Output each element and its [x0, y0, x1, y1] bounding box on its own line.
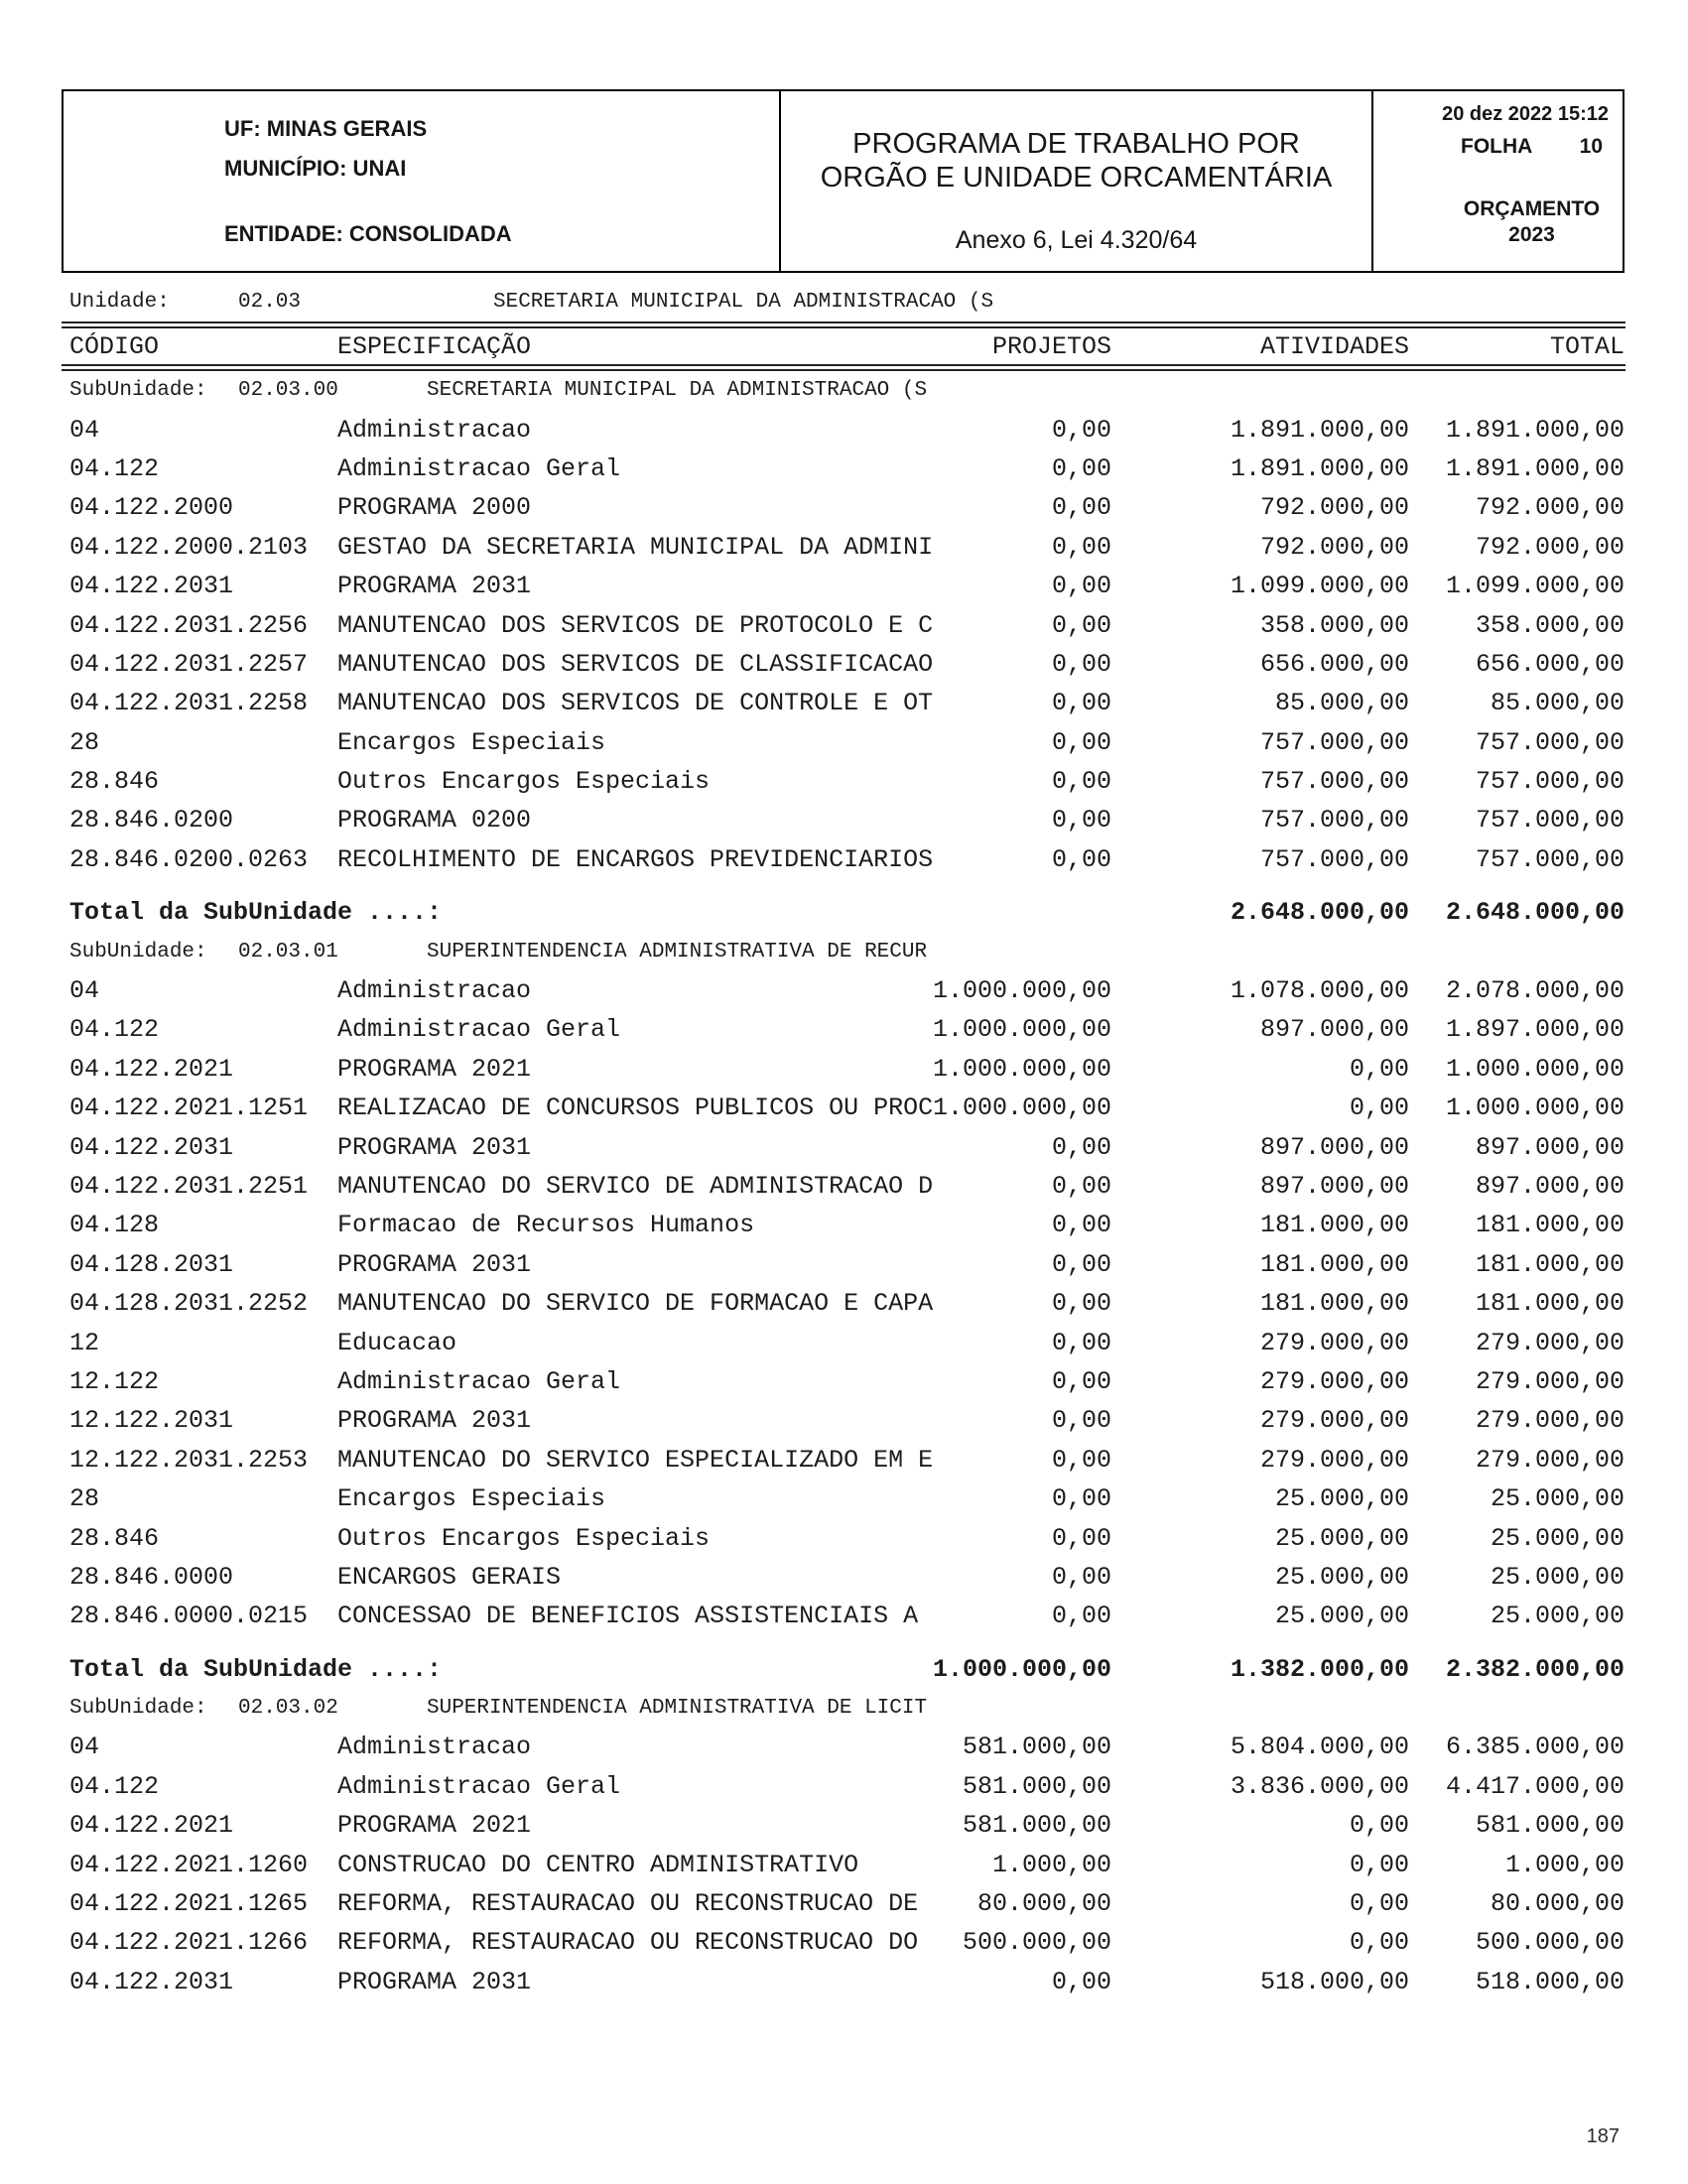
table-row [62, 723, 1625, 762]
cell-especificacao: REALIZACAO DE CONCURSOS PUBLICOS OU PROC [337, 1093, 934, 1123]
cell-projetos: 0,00 [1051, 1249, 1111, 1279]
cell-atividades: 25.000,00 [1274, 1484, 1409, 1514]
cell-projetos: 0,00 [1051, 649, 1111, 679]
cell-projetos: 1.000.000,00 [933, 1015, 1112, 1045]
subunit-rows [62, 1728, 1625, 2001]
cell-total: 792.000,00 [1475, 493, 1624, 523]
header-title-cell [781, 91, 1373, 271]
cell-atividades: 25.000,00 [1274, 1602, 1409, 1631]
cell-projetos: 0,00 [1051, 1289, 1111, 1319]
cell-total: 757.000,00 [1475, 806, 1624, 835]
report-header-box [62, 89, 1624, 273]
cell-codigo: 12 [69, 1328, 100, 1357]
cell-projetos: 0,00 [1051, 767, 1111, 797]
report-body [62, 282, 1625, 2001]
cell-especificacao: Outros Encargos Especiais [337, 1523, 711, 1553]
cell-atividades: 25.000,00 [1274, 1562, 1409, 1592]
table-row [62, 1441, 1625, 1479]
cell-codigo: 28.846.0000 [69, 1562, 234, 1592]
cell-total: 85.000,00 [1490, 689, 1624, 718]
subunit-name: SUPERINTENDENCIA ADMINISTRATIVA DE RECUR [427, 940, 928, 964]
cell-codigo: 04.122 [69, 1015, 160, 1045]
cell-atividades: 0,00 [1349, 1928, 1409, 1958]
subunit-label: SubUnidade: [69, 940, 207, 964]
cell-projetos: 0,00 [1051, 493, 1111, 523]
cell-especificacao: Encargos Especiais [337, 1484, 606, 1514]
cell-especificacao: Administracao [337, 415, 532, 445]
table-row [62, 1845, 1625, 1883]
total-total: 2.382.000,00 [1445, 1654, 1624, 1684]
cell-total: 581.000,00 [1475, 1811, 1624, 1841]
cell-projetos: 0,00 [1051, 1562, 1111, 1592]
cell-especificacao: CONSTRUCAO DO CENTRO ADMINISTRATIVO [337, 1850, 859, 1879]
table-row [62, 488, 1625, 527]
cell-especificacao: Outros Encargos Especiais [337, 767, 711, 797]
cell-total: 1.099.000,00 [1445, 572, 1624, 601]
cell-atividades: 897.000,00 [1259, 1172, 1409, 1201]
report-subtitle: Anexo 6, Lei 4.320/64 [955, 226, 1198, 254]
table-row [62, 1767, 1625, 1806]
cell-total: 25.000,00 [1490, 1484, 1624, 1514]
cell-codigo: 04.122.2031.2256 [69, 610, 309, 640]
cell-atividades: 792.000,00 [1259, 493, 1409, 523]
cell-especificacao: Administracao [337, 976, 532, 1006]
subunit-header-row [62, 371, 1625, 410]
cell-atividades: 897.000,00 [1259, 1132, 1409, 1162]
cell-total: 1.000.000,00 [1445, 1093, 1624, 1123]
cell-projetos: 0,00 [1051, 1445, 1111, 1475]
cell-atividades: 279.000,00 [1259, 1328, 1409, 1357]
table-row [62, 801, 1625, 839]
cell-projetos: 0,00 [1051, 689, 1111, 718]
cell-especificacao: MANUTENCAO DO SERVICO ESPECIALIZADO EM E [337, 1445, 934, 1475]
cell-codigo: 28.846.0000.0215 [69, 1602, 309, 1631]
subunit-total-row [62, 893, 1625, 932]
cell-codigo: 04.128.2031.2252 [69, 1289, 309, 1319]
cell-projetos: 0,00 [1051, 610, 1111, 640]
cell-codigo: 12.122.2031.2253 [69, 1445, 309, 1475]
uf-label: UF: MINAS GERAIS [224, 116, 428, 141]
cell-especificacao: REFORMA, RESTAURACAO OU RECONSTRUCAO DE [337, 1889, 919, 1919]
cell-especificacao: REFORMA, RESTAURACAO OU RECONSTRUCAO DO [337, 1928, 919, 1958]
cell-projetos: 0,00 [1051, 1132, 1111, 1162]
cell-codigo: 04.122 [69, 1771, 160, 1801]
column-header-codigo: CÓDIGO [69, 331, 160, 361]
cell-atividades: 757.000,00 [1259, 727, 1409, 757]
cell-total: 518.000,00 [1475, 1967, 1624, 1996]
cell-especificacao: Educacao [337, 1328, 457, 1357]
cell-projetos: 0,00 [1051, 572, 1111, 601]
column-header-projetos: PROJETOS [991, 331, 1111, 361]
table-row [62, 1806, 1625, 1845]
cell-codigo: 04 [69, 415, 100, 445]
cell-projetos: 1.000.000,00 [933, 1093, 1112, 1123]
cell-atividades: 0,00 [1349, 1850, 1409, 1879]
cell-codigo: 28.846 [69, 1523, 160, 1553]
cell-projetos: 0,00 [1051, 1602, 1111, 1631]
cell-total: 757.000,00 [1475, 727, 1624, 757]
subunit-section [62, 932, 1625, 1688]
cell-projetos: 0,00 [1051, 1484, 1111, 1514]
cell-atividades: 1.891.000,00 [1230, 415, 1409, 445]
table-row [62, 528, 1625, 567]
table-row [62, 762, 1625, 801]
cell-codigo: 04.122.2031 [69, 572, 234, 601]
total-atividades: 1.382.000,00 [1230, 1654, 1409, 1684]
cell-codigo: 04.122.2031.2257 [69, 649, 309, 679]
cell-total: 279.000,00 [1475, 1406, 1624, 1436]
cell-total: 1.891.000,00 [1445, 453, 1624, 483]
cell-atividades: 85.000,00 [1274, 689, 1409, 718]
cell-codigo: 04 [69, 1733, 100, 1762]
subunit-header-row [62, 1689, 1625, 1728]
report-title-line2: ORGÃO E UNIDADE ORCAMENTÁRIA [820, 162, 1333, 193]
table-row [62, 1479, 1625, 1518]
cell-projetos: 581.000,00 [962, 1733, 1111, 1762]
cell-codigo: 28.846.0200 [69, 806, 234, 835]
subunit-rows [62, 410, 1625, 932]
table-row [62, 1401, 1625, 1440]
cell-projetos: 0,00 [1051, 1328, 1111, 1357]
subunit-section [62, 371, 1625, 932]
cell-especificacao: PROGRAMA 2031 [337, 1406, 532, 1436]
cell-especificacao: PROGRAMA 2031 [337, 1132, 532, 1162]
cell-atividades: 518.000,00 [1259, 1967, 1409, 1996]
cell-total: 897.000,00 [1475, 1172, 1624, 1201]
total-projetos: 1.000.000,00 [933, 1654, 1112, 1684]
cell-codigo: 04.128.2031 [69, 1249, 234, 1279]
cell-especificacao: MANUTENCAO DOS SERVICOS DE CONTROLE E OT [337, 689, 934, 718]
subunit-total-label: Total da SubUnidade ....: [69, 898, 443, 928]
cell-codigo: 12.122.2031 [69, 1406, 234, 1436]
cell-especificacao: Administracao Geral [337, 1366, 621, 1396]
total-atividades: 2.648.000,00 [1230, 898, 1409, 928]
table-row [62, 1206, 1625, 1244]
table-row [62, 1089, 1625, 1127]
cell-atividades: 181.000,00 [1259, 1211, 1409, 1240]
cell-especificacao: PROGRAMA 2031 [337, 1967, 532, 1996]
column-header-total: TOTAL [1549, 331, 1624, 361]
unidade-label: Unidade: [69, 290, 170, 314]
cell-atividades: 897.000,00 [1259, 1015, 1409, 1045]
cell-total: 757.000,00 [1475, 844, 1624, 874]
cell-codigo: 04.122.2021.1265 [69, 1889, 309, 1919]
cell-codigo: 04.122.2031.2258 [69, 689, 309, 718]
cell-total: 1.000.000,00 [1445, 1054, 1624, 1084]
cell-codigo: 04.122 [69, 453, 160, 483]
cell-especificacao: MANUTENCAO DO SERVICO DE ADMINISTRACAO D [337, 1172, 934, 1201]
cell-codigo: 04.122.2031 [69, 1132, 234, 1162]
folha-value: 10 [1579, 135, 1603, 158]
table-row [62, 1167, 1625, 1206]
column-header-row [62, 328, 1625, 364]
folha-label: FOLHA [1461, 135, 1533, 158]
cell-total: 279.000,00 [1475, 1328, 1624, 1357]
cell-total: 279.000,00 [1475, 1366, 1624, 1396]
cell-total: 897.000,00 [1475, 1132, 1624, 1162]
cell-atividades: 5.804.000,00 [1230, 1733, 1409, 1762]
cell-codigo: 28 [69, 1484, 100, 1514]
cell-atividades: 0,00 [1349, 1811, 1409, 1841]
column-header-especificacao: ESPECIFICAÇÃO [337, 331, 532, 361]
cell-atividades: 1.078.000,00 [1230, 976, 1409, 1006]
cell-projetos: 581.000,00 [962, 1811, 1111, 1841]
table-row [62, 645, 1625, 684]
divider-top [62, 321, 1625, 328]
cell-projetos: 80.000,00 [976, 1889, 1111, 1919]
cell-especificacao: PROGRAMA 2000 [337, 493, 532, 523]
cell-codigo: 28.846.0200.0263 [69, 844, 309, 874]
subunit-header-row [62, 932, 1625, 970]
table-row [62, 1127, 1625, 1166]
orcamento-label: ORÇAMENTO [1463, 197, 1601, 220]
cell-projetos: 1.000.000,00 [933, 1054, 1112, 1084]
cell-total: 279.000,00 [1475, 1445, 1624, 1475]
cell-especificacao: ENCARGOS GERAIS [337, 1562, 562, 1592]
table-row [62, 840, 1625, 879]
cell-atividades: 181.000,00 [1259, 1289, 1409, 1319]
cell-total: 80.000,00 [1490, 1889, 1624, 1919]
municipio-label: MUNICÍPIO: UNAI [224, 156, 407, 181]
folha-row [1461, 135, 1603, 159]
cell-especificacao: Encargos Especiais [337, 727, 606, 757]
cell-projetos: 581.000,00 [962, 1771, 1111, 1801]
cell-projetos: 0,00 [1051, 806, 1111, 835]
cell-total: 757.000,00 [1475, 767, 1624, 797]
cell-especificacao: RECOLHIMENTO DE ENCARGOS PREVIDENCIARIOS [337, 844, 934, 874]
cell-total: 181.000,00 [1475, 1289, 1624, 1319]
cell-especificacao: GESTAO DA SECRETARIA MUNICIPAL DA ADMINI [337, 532, 934, 562]
table-row [62, 410, 1625, 449]
cell-especificacao: MANUTENCAO DOS SERVICOS DE PROTOCOLO E C [337, 610, 934, 640]
cell-especificacao: Administracao Geral [337, 453, 621, 483]
table-row [62, 567, 1625, 605]
unidade-row [62, 282, 1625, 321]
cell-total: 1.897.000,00 [1445, 1015, 1624, 1045]
cell-atividades: 757.000,00 [1259, 844, 1409, 874]
table-row [62, 1050, 1625, 1089]
cell-especificacao: PROGRAMA 2021 [337, 1054, 532, 1084]
cell-especificacao: MANUTENCAO DO SERVICO DE FORMACAO E CAPA [337, 1289, 934, 1319]
subunit-section [62, 1689, 1625, 2001]
cell-total: 656.000,00 [1475, 649, 1624, 679]
subunit-code: 02.03.00 [238, 379, 338, 403]
cell-total: 25.000,00 [1490, 1562, 1624, 1592]
cell-codigo: 04.122.2021 [69, 1054, 234, 1084]
cell-total: 181.000,00 [1475, 1249, 1624, 1279]
table-row [62, 1010, 1625, 1049]
cell-total: 1.891.000,00 [1445, 415, 1624, 445]
cell-especificacao: MANUTENCAO DOS SERVICOS DE CLASSIFICACAO [337, 649, 934, 679]
print-datetime: 20 dez 2022 15:12 [1442, 103, 1609, 125]
report-title-line1: PROGRAMA DE TRABALHO POR [852, 128, 1300, 160]
table-row [62, 1963, 1625, 2001]
cell-especificacao: PROGRAMA 2031 [337, 572, 532, 601]
table-row [62, 605, 1625, 644]
cell-total: 358.000,00 [1475, 610, 1624, 640]
cell-total: 25.000,00 [1490, 1602, 1624, 1631]
cell-total: 792.000,00 [1475, 532, 1624, 562]
cell-atividades: 1.099.000,00 [1230, 572, 1409, 601]
cell-atividades: 1.891.000,00 [1230, 453, 1409, 483]
cell-total: 181.000,00 [1475, 1211, 1624, 1240]
cell-atividades: 0,00 [1349, 1889, 1409, 1919]
cell-especificacao: PROGRAMA 0200 [337, 806, 532, 835]
cell-projetos: 1.000,00 [991, 1850, 1111, 1879]
table-row [62, 1284, 1625, 1323]
cell-projetos: 0,00 [1051, 1172, 1111, 1201]
cell-projetos: 0,00 [1051, 532, 1111, 562]
subunit-code: 02.03.02 [238, 1697, 338, 1721]
cell-projetos: 1.000.000,00 [933, 976, 1112, 1006]
column-header-atividades: ATIVIDADES [1259, 331, 1409, 361]
cell-codigo: 28.846 [69, 767, 160, 797]
divider-bottom [62, 364, 1625, 371]
cell-total: 2.078.000,00 [1445, 976, 1624, 1006]
cell-atividades: 181.000,00 [1259, 1249, 1409, 1279]
subunit-label: SubUnidade: [69, 379, 207, 403]
subunit-total-label: Total da SubUnidade ....: [69, 1654, 443, 1684]
cell-projetos: 500.000,00 [962, 1928, 1111, 1958]
cell-atividades: 0,00 [1349, 1054, 1409, 1084]
entidade-label: ENTIDADE: CONSOLIDADA [224, 221, 512, 246]
cell-codigo: 04.122.2021.1251 [69, 1093, 309, 1123]
cell-atividades: 792.000,00 [1259, 532, 1409, 562]
cell-codigo: 04.128 [69, 1211, 160, 1240]
cell-projetos: 0,00 [1051, 1366, 1111, 1396]
cell-codigo: 04.122.2000 [69, 493, 234, 523]
cell-especificacao: CONCESSAO DE BENEFICIOS ASSISTENCIAIS A [337, 1602, 919, 1631]
cell-projetos: 0,00 [1051, 415, 1111, 445]
cell-codigo: 04.122.2021.1260 [69, 1850, 309, 1879]
header-meta-cell [1373, 91, 1623, 271]
cell-total: 4.417.000,00 [1445, 1771, 1624, 1801]
cell-codigo: 04.122.2021.1266 [69, 1928, 309, 1958]
table-row [62, 1728, 1625, 1766]
subunit-total-row [62, 1650, 1625, 1689]
cell-codigo: 04.122.2021 [69, 1811, 234, 1841]
cell-especificacao: Administracao [337, 1733, 532, 1762]
table-row [62, 1923, 1625, 1962]
cell-especificacao: PROGRAMA 2031 [337, 1249, 532, 1279]
table-row [62, 684, 1625, 722]
cell-total: 25.000,00 [1490, 1523, 1624, 1553]
cell-total: 6.385.000,00 [1445, 1733, 1624, 1762]
subunit-label: SubUnidade: [69, 1697, 207, 1721]
cell-codigo: 04 [69, 976, 100, 1006]
subunit-code: 02.03.01 [238, 940, 338, 964]
subunit-rows [62, 971, 1625, 1689]
table-row [62, 1558, 1625, 1597]
header-entity-cell [64, 91, 781, 271]
table-row [62, 1245, 1625, 1284]
cell-projetos: 0,00 [1051, 1967, 1111, 1996]
cell-especificacao: Administracao Geral [337, 1771, 621, 1801]
cell-projetos: 0,00 [1051, 1523, 1111, 1553]
cell-projetos: 0,00 [1051, 1211, 1111, 1240]
cell-atividades: 358.000,00 [1259, 610, 1409, 640]
unidade-name: SECRETARIA MUNICIPAL DA ADMINISTRACAO (S [493, 290, 994, 314]
orcamento-year: 2023 [1508, 223, 1555, 246]
sections-container [62, 371, 1625, 2001]
page-number: 187 [1586, 2125, 1620, 2147]
table-row [62, 971, 1625, 1010]
total-total: 2.648.000,00 [1445, 898, 1624, 928]
cell-atividades: 25.000,00 [1274, 1523, 1409, 1553]
table-row [62, 1884, 1625, 1923]
table-row [62, 1597, 1625, 1635]
cell-atividades: 0,00 [1349, 1093, 1409, 1123]
cell-atividades: 279.000,00 [1259, 1366, 1409, 1396]
cell-atividades: 656.000,00 [1259, 649, 1409, 679]
cell-projetos: 0,00 [1051, 1406, 1111, 1436]
cell-projetos: 0,00 [1051, 844, 1111, 874]
cell-projetos: 0,00 [1051, 453, 1111, 483]
cell-codigo: 28 [69, 727, 100, 757]
table-row [62, 1323, 1625, 1361]
cell-projetos: 0,00 [1051, 727, 1111, 757]
orcamento-block [1461, 196, 1603, 248]
cell-atividades: 757.000,00 [1259, 806, 1409, 835]
table-row [62, 450, 1625, 488]
cell-atividades: 3.836.000,00 [1230, 1771, 1409, 1801]
subunit-name: SECRETARIA MUNICIPAL DA ADMINISTRACAO (S [427, 379, 928, 403]
unidade-code: 02.03 [238, 290, 302, 314]
cell-total: 500.000,00 [1475, 1928, 1624, 1958]
table-row [62, 1518, 1625, 1557]
cell-codigo: 04.122.2000.2103 [69, 532, 309, 562]
cell-especificacao: Administracao Geral [337, 1015, 621, 1045]
table-row [62, 1362, 1625, 1401]
cell-codigo: 12.122 [69, 1366, 160, 1396]
cell-especificacao: PROGRAMA 2021 [337, 1811, 532, 1841]
cell-codigo: 04.122.2031 [69, 1967, 234, 1996]
cell-codigo: 04.122.2031.2251 [69, 1172, 309, 1201]
subunit-name: SUPERINTENDENCIA ADMINISTRATIVA DE LICIT [427, 1697, 928, 1721]
cell-especificacao: Formacao de Recursos Humanos [337, 1211, 755, 1240]
cell-atividades: 757.000,00 [1259, 767, 1409, 797]
cell-total: 1.000,00 [1504, 1850, 1624, 1879]
cell-atividades: 279.000,00 [1259, 1406, 1409, 1436]
cell-atividades: 279.000,00 [1259, 1445, 1409, 1475]
